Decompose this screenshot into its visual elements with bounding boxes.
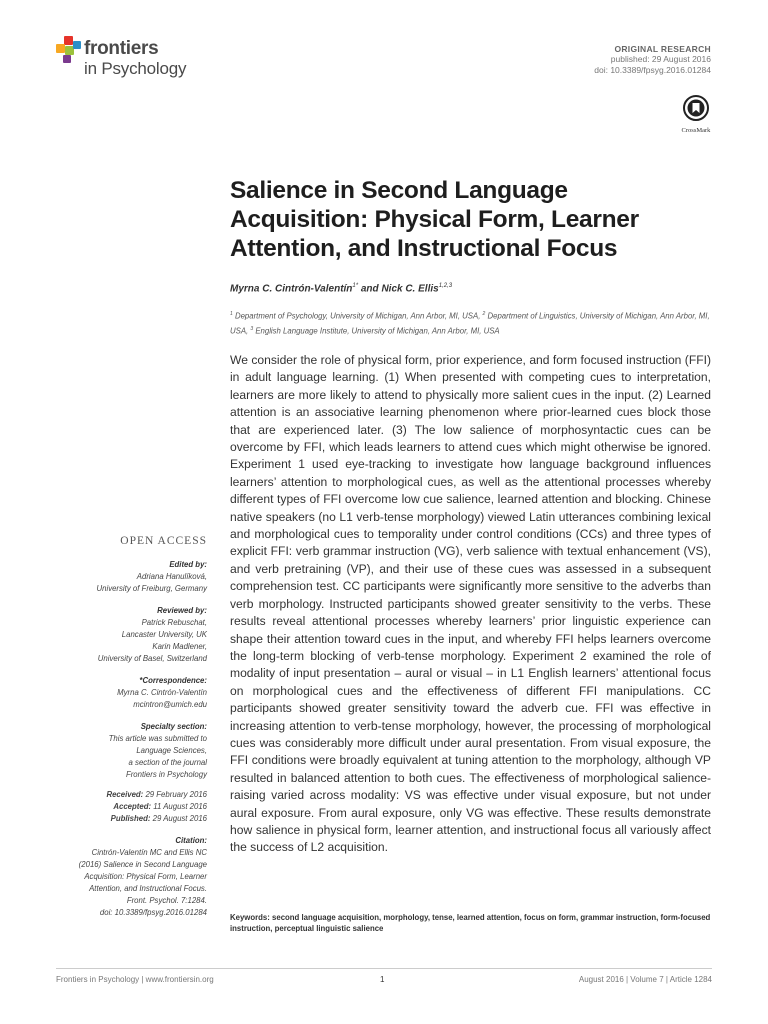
correspondence-email[interactable]: mcintron@umich.edu xyxy=(133,700,207,709)
footer-divider xyxy=(56,968,712,969)
citation-line: Acquisition: Physical Form, Learner xyxy=(84,872,207,881)
keywords: Keywords: second language acquisition, morphology, tense, learned attention, focus on form, grammar instruction, form-focused instruction, perceptual linguistic salience xyxy=(230,913,711,933)
affiliation-text: Department of Linguistics, University of Michigan, Ann Arbor, MI, USA, xyxy=(230,311,710,336)
reviewer-name[interactable]: Karin Madlener, xyxy=(152,642,207,651)
author-name[interactable]: Nick C. Ellis xyxy=(381,283,439,295)
affiliation-number: 2 xyxy=(482,311,486,317)
open-access-label: OPEN ACCESS xyxy=(120,535,207,547)
correspondence-heading: *Correspondence: xyxy=(139,676,207,685)
specialty-line: Frontiers in Psychology xyxy=(125,770,207,779)
correspondence-name: Myrna C. Cintrón-Valentín xyxy=(117,688,207,697)
affiliations xyxy=(230,308,715,337)
received-heading: Received: xyxy=(106,790,144,799)
logo-text-frontiers: frontiers xyxy=(84,38,159,59)
article-doi[interactable]: doi: 10.3389/fpsyg.2016.01284 xyxy=(594,65,711,75)
article-title: Salience in Second Language Acquisition: Physical Form, Learner Attention, and Instructional Focus xyxy=(230,177,639,262)
article-header-meta xyxy=(594,44,711,76)
editor-affiliation: University of Freiburg, Germany xyxy=(96,584,207,593)
reviewer-affiliation: University of Basel, Switzerland xyxy=(97,654,207,663)
published-date-side: Published: 29 August 2016 xyxy=(110,814,207,823)
citation-line: Attention, and Instructional Focus. xyxy=(89,884,207,893)
logo-text-journal: in Psychology xyxy=(84,59,187,78)
crossmark-badge[interactable] xyxy=(679,95,713,135)
affiliation-text: Department of Psychology, University of Michigan, Ann Arbor, MI, USA, xyxy=(232,311,483,321)
affiliation-number: 3 xyxy=(250,325,254,332)
author-name[interactable]: Myrna C. Cintrón-Valentín xyxy=(230,283,353,295)
published-heading: Published: xyxy=(110,814,151,823)
specialty-line: This article was submitted to xyxy=(108,734,207,743)
reviewed-by-heading: Reviewed by: xyxy=(157,606,207,615)
specialty-line: Language Sciences, xyxy=(136,746,207,755)
accepted-date: Accepted: 11 August 2016 xyxy=(113,802,207,811)
citation-doi[interactable]: doi: 10.3389/fpsyg.2016.01284 xyxy=(99,908,207,917)
author-list xyxy=(230,283,452,294)
reviewer-name[interactable]: Patrick Rebuschat, xyxy=(141,618,207,627)
abstract-text: We consider the role of physical form, prior experience, and form focused instruction (FFI) in adult language learning. (1) When presented with competing cues to interpretation, learners are more likely to attend to physically more salient cues in the input. (2) Learned attention is an associative learning phenomenon where prior-learned cues block those that are experienced later. (3) The low salience of morphosyntactic cues can be overcome by FFI, which leads learners to attend cues which might otherwise be ignored. Experiment 1 used eye-tracking to investigate how language background influences learners’ attention to morphological cues, as well as the attentional processes whereby different types of FFI overcome low cue salience, learned attention and blocking. Chinese native speakers (no L1 verb-tense morphology) viewed Latin utterances combining lexical and morphological cues to temporality under control conditions (CCs) and three types of explicit FFI: verb grammar instruction (VG), verb salience with textual enhancement (VS), and verb pretraining (VP), and their use of these cues was assessed in a subsequent comprehension test. CC participants were significantly more sensitive to the adverbs than verb morphology. Instructed participants showed greater sensitivity to the verbs. These results reveal attentional processes whereby learners’ prior linguistic experience can shape their attention toward cues in the input, and whereby FFI helps learners overcome the long-term blocking of verb-tense morphology. Experiment 2 examined the role of modality of input presentation – aural or visual – in L1 English learners’ attentional focus on morphological cues and the effectiveness of different FFI manipulations. CC participants showed greater sensitivity toward the adverb cue. FFI was effective in increasing attention to verb-tense morphology, however, the processing of morphological cues was considerably more difficult under aural presentation. From visual exposure, the FFI conditions were broadly equivalent at tuning attention to the morphology, although VP resulted in balanced attention to both cues. The effectiveness of morphological salience-raising varied across modality: VS was effective under visual exposure, but not under aural exposure. From aural exposure, only VG was effective. These results demonstrate how salience in physical form, learner attention, and instructional focus all variously affect the success of L2 acquisition. xyxy=(230,353,711,855)
footer-issue-info: August 2016 | Volume 7 | Article 1284 xyxy=(578,975,712,984)
citation-heading: Citation: xyxy=(175,836,207,845)
received-date: Received: 29 February 2016 xyxy=(106,790,207,799)
edited-by-heading: Edited by: xyxy=(169,560,207,569)
author-affiliation-marker: 1,2,3 xyxy=(438,283,453,289)
citation-line: (2016) Salience in Second Language xyxy=(78,860,207,869)
article-type: ORIGINAL RESEARCH xyxy=(614,44,711,54)
published-date: published: 29 August 2016 xyxy=(610,54,711,64)
specialty-line: a section of the journal xyxy=(128,758,207,767)
frontiers-logo-icon xyxy=(56,36,82,66)
accepted-heading: Accepted: xyxy=(113,802,152,811)
affiliation-number: 1 xyxy=(230,311,233,317)
citation-line: Cintrón-Valentín MC and Ellis NC xyxy=(91,848,207,857)
editor-name[interactable]: Adriana Hanulíková, xyxy=(136,572,207,581)
specialty-section-heading: Specialty section: xyxy=(140,722,207,731)
footer-journal-link[interactable]: Frontiers in Psychology | www.frontiersin.org xyxy=(56,975,214,984)
affiliation-text: English Language Institute, University of Michigan, Ann Arbor, MI, USA xyxy=(253,326,500,336)
author-affiliation-marker: 1* xyxy=(352,283,359,289)
author-conjunction: and xyxy=(358,283,382,295)
crossmark-bookmark-icon xyxy=(683,95,709,121)
journal-logo[interactable] xyxy=(56,36,236,84)
citation-line: Front. Psychol. 7:1284. xyxy=(126,896,207,905)
reviewer-affiliation: Lancaster University, UK xyxy=(121,630,207,639)
crossmark-label: CrossMark xyxy=(681,127,711,134)
page-number: 1 xyxy=(380,975,385,984)
article-info-sidebar xyxy=(56,535,207,919)
